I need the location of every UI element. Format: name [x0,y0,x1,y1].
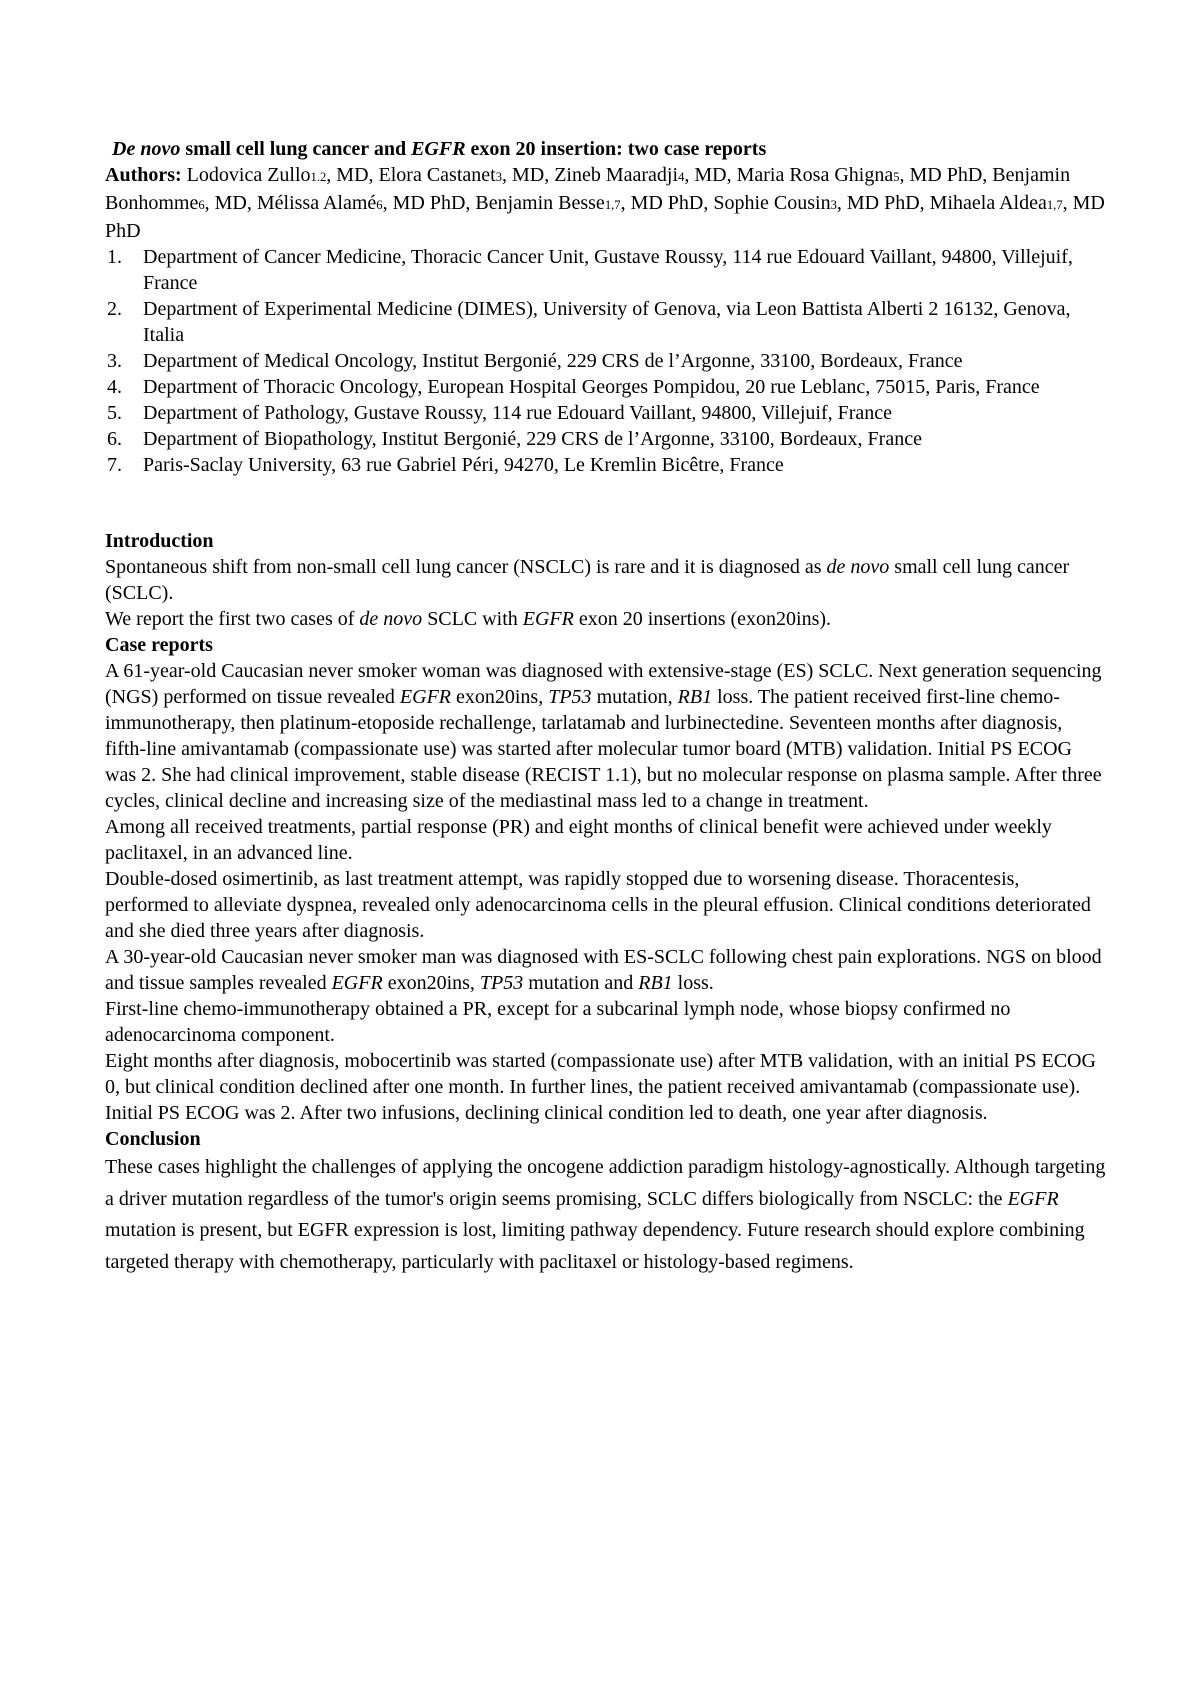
case-reports-paragraph: A 30-year-old Caucasian never smoker man was diagnosed with ES-SCLC following chest pain explorations. NGS on blood and tissue samples revealed EGFR exon20ins, TP53 mutation and RB1 loss. [105,946,1102,994]
affiliation-item-2: Department of Experimental Medicine (DIMES), University of Genova, via Leon Battista Alberti 2 16132, Genova, Italia [143,298,1071,346]
case-reports-paragraph: Among all received treatments, partial response (PR) and eight months of clinical benefit were achieved under weekly paclitaxel, in an advanced line. [105,816,1052,864]
affiliation-item-1: Department of Cancer Medicine, Thoracic Cancer Unit, Gustave Roussy, 114 rue Edouard Vaillant, 94800, Villejuif, France [143,246,1073,294]
section-conclusion [105,1126,1106,1278]
section-introduction [105,528,1106,632]
authors-line: Authors: Lodovica Zullo1.2, MD, Elora Castanet3, MD, Zineb Maaradji4, MD, Maria Rosa Ghigna5, MD PhD, Benjamin Bonhomme6, MD, Mélissa Alamé6, MD PhD, Benjamin Besse1,7, MD PhD, Sophie Cousin3, MD PhD, Mihaela Aldea1,7, MD PhD [105,164,1105,242]
case-reports-paragraph: Eight months after diagnosis, mobocertinib was started (compassionate use) after MTB validation, with an initial PS ECOG 0, but clinical condition declined after one month. In further lines, the patient received amivantamab (compassionate use). Initial PS ECOG was 2. After two infusions, declining clinical condition led to death, one year after diagnosis. [105,1050,1096,1124]
introduction-paragraph: We report the first two cases of de novo SCLC with EGFR exon 20 insertions (exon20ins). [105,608,832,630]
paper-title: De novo small cell lung cancer and EGFR exon 20 insertion: two case reports [112,138,767,160]
introduction-heading: Introduction [105,530,214,552]
affiliation-item-5: Department of Pathology, Gustave Roussy, 114 rue Edouard Vaillant, 94800, Villejuif, France [143,402,893,424]
introduction-paragraph: Spontaneous shift from non-small cell lung cancer (NSCLC) is rare and it is diagnosed as de novo small cell lung cancer (SCLC). [105,556,1070,604]
affiliation-item-6: Department of Biopathology, Institut Bergonié, 229 CRS de l’Argonne, 33100, Bordeaux, France [143,428,922,450]
affiliation-item-7: Paris-Saclay University, 63 rue Gabriel Péri, 94270, Le Kremlin Bicêtre, France [143,454,784,476]
section-case-reports [105,632,1106,1126]
affiliation-item-4: Department of Thoracic Oncology, European Hospital Georges Pompidou, 20 rue Leblanc, 75015, Paris, France [143,376,1040,398]
conclusion-heading: Conclusion [105,1128,201,1150]
case-reports-paragraph: Double-dosed osimertinib, as last treatment attempt, was rapidly stopped due to worsening disease. Thoracentesis, performed to alleviate dyspnea, revealed only adenocarcinoma cells in the pleural effusion. Clinical conditions deteriorated and she died three years after diagnosis. [105,868,1091,942]
case-reports-paragraph: A 61-year-old Caucasian never smoker woman was diagnosed with extensive-stage (ES) SCLC. Next generation sequencing (NGS) performed on tissue revealed EGFR exon20ins, TP53 mutation, RB1 loss. The patient received first-line chemo-immunotherapy, then platinum-etoposide rechallenge, tarlatamab and lurbinectedine. Seventeen months after diagnosis, fifth-line amivantamab (compassionate use) was started after molecular tumor board (MTB) validation. Initial PS ECOG was 2. She had clinical improvement, stable disease (RECIST 1.1), but no molecular response on plasma sample. After three cycles, clinical decline and increasing size of the mediastinal mass led to a change in treatment. [105,660,1102,812]
case-reports-heading: Case reports [105,634,213,656]
affiliation-item-3: Department of Medical Oncology, Institut Bergonié, 229 CRS de l’Argonne, 33100, Bordeaux, France [143,350,963,372]
affiliations-list [105,244,1106,478]
conclusion-paragraph: These cases highlight the challenges of applying the oncogene addiction paradigm histology-agnostically. Although targeting a driver mutation regardless of the tumor's origin seems promising, SCLC differs biologically from NSCLC: the EGFR mutation is present, but EGFR expression is lost, limiting pathway dependency. Future research should explore combining targeted therapy with chemotherapy, particularly with paclitaxel or histology-based regimens. [105,1156,1106,1273]
case-reports-paragraph: First-line chemo-immunotherapy obtained a PR, except for a subcarinal lymph node, whose biopsy confirmed no adenocarcinoma component. [105,998,1011,1046]
